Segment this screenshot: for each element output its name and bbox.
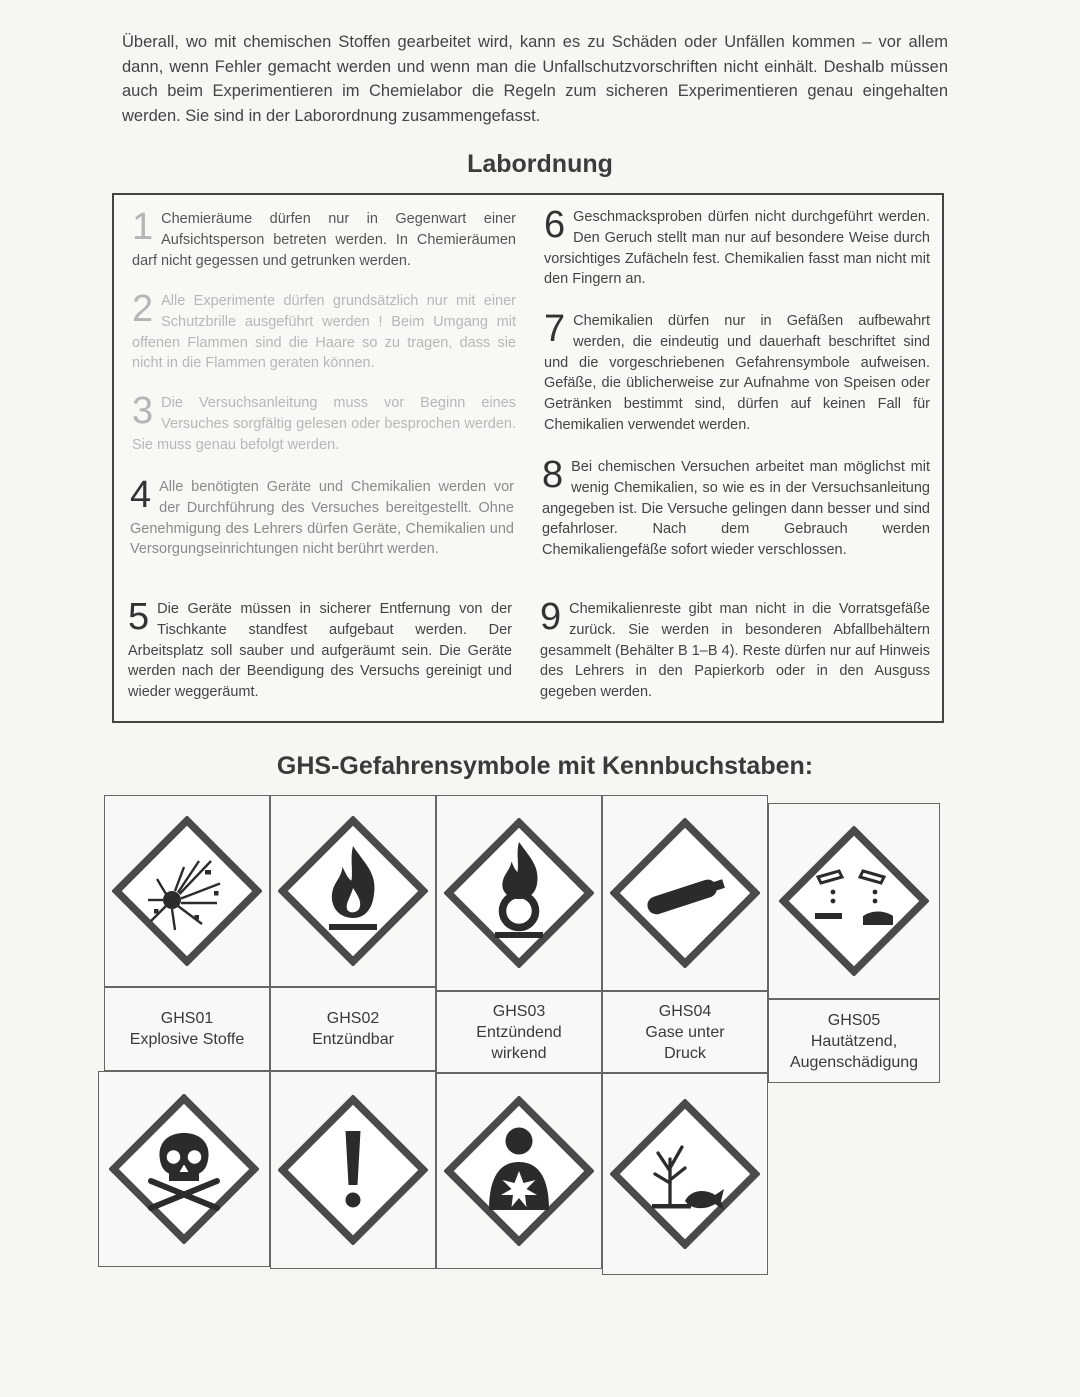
rule-number: 3 [132, 390, 154, 432]
ghs-title: GHS-Gefahrensymbole mit Kennbuchstaben: [276, 752, 814, 780]
exploding-bomb-icon [112, 816, 262, 966]
ghs08-symbol-cell [436, 1073, 602, 1269]
gas-cylinder-icon [610, 818, 760, 968]
rule-text: Chemikalien dürfen nur in Gefäßen aufbewahrt werden, die eindeutig und dauerhaft beschriftet sind und die vorgeschriebenen Gefahrensymbole aufweisen. Gefäße, die üblicherweise zur Aufnahme von Speisen oder Getränken bestimmt sind, dürfen auf keinen Fall für Chemikalien verwendet werden. [544, 313, 930, 433]
ghs01-symbol-cell [104, 795, 270, 987]
ghs-label: Entzündend wirkend [476, 1023, 562, 1062]
rule-9 [540, 596, 930, 703]
ghs-code: GHS03 [492, 1002, 546, 1020]
rule-text: Die Geräte müssen in sicherer Entfernung von der Tischkante standfest aufgebaut werden. Der Arbeitsplatz soll sauber und aufgeräumt sein. Die Geräte werden nach der Beendigung des Versuchs gereinigt und wieder weggeräumt. [128, 601, 512, 701]
rule-number: 8 [542, 454, 564, 496]
ghs04-label-cell [602, 991, 768, 1073]
corrosion-icon [779, 826, 929, 976]
rule-text: Alle Experimente dürfen grundsätzlich nur mit einer Schutzbrille ausgeführt werden ! Beim Umgang mit offenen Flammen sind die Haare so zu tragen, dass sie nicht in die Flammen geraten können. [132, 293, 516, 372]
rule-text: Bei chemischen Versuchen arbeitet man möglichst mit wenig Chemikalien, so wie es in der Versuchsanleitung angegeben ist. Die Versuche gelingen dann besser und sind gefahrloser. Nach dem Gebrauch werden Chemikaliengefäße sofort wieder verschlossen. [542, 459, 930, 559]
ghs-label: Hautätzend, Augenschädigung [789, 1032, 919, 1071]
ghs01-label-cell [104, 987, 270, 1071]
ghs-code: GHS02 [326, 1010, 380, 1027]
rule-1 [132, 206, 516, 271]
ghs07-symbol-cell [270, 1071, 436, 1269]
rule-text: Chemieräume dürfen nur in Gegenwart einer Aufsichtsperson betreten werden. In Chemieräumen darf nicht gegessen und getrunken werden. [132, 211, 516, 269]
rule-number: 6 [544, 204, 566, 246]
exclamation-mark-icon [278, 1095, 428, 1245]
ghs-code: GHS01 [160, 1010, 214, 1027]
flame-icon [278, 816, 428, 966]
rule-text: Geschmacksproben dürfen nicht durchgeführt werden. Den Geruch stellt man nur auf besondere Weise durch vorsichtiges Zufächeln fest. Chemikalien fasst man nicht mit den Fingern an. [544, 209, 930, 288]
environment-icon [610, 1099, 760, 1249]
rule-number: 9 [540, 596, 562, 638]
ghs03-label-cell [436, 991, 602, 1073]
page-title: Labordnung [467, 150, 613, 178]
ghs06-symbol-cell [98, 1071, 270, 1267]
ghs-label: Explosive Stoffe [129, 1031, 245, 1048]
rule-text: Alle benötigten Geräte und Chemikalien werden vor der Durchführung des Versuches bereitgestellt. Ohne Genehmigung des Lehrers dürfen Geräte, Chemikalien und Versorgungseinrichtungen nicht berührt werden. [130, 479, 514, 558]
ghs-symbol-table [104, 795, 940, 1275]
ghs05-label-cell [768, 999, 940, 1083]
ghs03-symbol-cell [436, 795, 602, 991]
skull-crossbones-icon [109, 1094, 259, 1244]
rule-number: 2 [132, 288, 154, 330]
flame-over-circle-icon [444, 818, 594, 968]
ghs-code: GHS04 [658, 1002, 712, 1020]
ghs05-symbol-cell [768, 803, 940, 999]
rule-4 [130, 474, 514, 560]
rule-2 [132, 288, 516, 374]
ghs-label: Gase unter Druck [645, 1023, 725, 1062]
rule-3 [132, 390, 516, 455]
rule-6 [544, 204, 930, 290]
rule-number: 7 [544, 308, 566, 350]
rule-8 [542, 454, 930, 561]
rule-5 [128, 596, 512, 703]
rule-text: Die Versuchsanleitung muss vor Beginn eines Versuches sorgfältig gelesen oder besprochen werden. Sie muss genau befolgt werden. [132, 395, 516, 453]
rule-text: Chemikalienreste gibt man nicht in die Vorratsgefäße zurück. Sie werden in besonderen Abfallbehältern gesammelt (Behälter B 1–B 4). Reste dürfen nur auf Hinweis des Lehrers in den Papierkorb oder in den Ausguss gegeben werden. [540, 601, 930, 701]
ghs02-label-cell [270, 987, 436, 1071]
rules-box [112, 193, 944, 723]
rule-number: 5 [128, 596, 150, 638]
ghs04-symbol-cell [602, 795, 768, 991]
rule-number: 1 [132, 206, 154, 248]
rule-number: 4 [130, 474, 152, 516]
ghs-label: Entzündbar [312, 1031, 394, 1048]
ghs02-symbol-cell [270, 795, 436, 987]
ghs09-symbol-cell [602, 1073, 768, 1275]
intro-paragraph: Überall, wo mit chemischen Stoffen gearbeitet wird, kann es zu Schäden oder Unfällen kommen – vor allem dann, wenn Fehler gemacht werden und wenn man die Unfallschutzvorschriften nicht einhält. Deshalb müssen auch beim Experimentieren im Chemielabor die Regeln zum sicheren Experimentieren genau eingehalten werden. Sie sind in der Laborordnung zusammengefasst. [122, 33, 948, 125]
rule-7 [544, 308, 930, 436]
ghs-code: GHS05 [827, 1011, 881, 1029]
health-hazard-icon [444, 1096, 594, 1246]
